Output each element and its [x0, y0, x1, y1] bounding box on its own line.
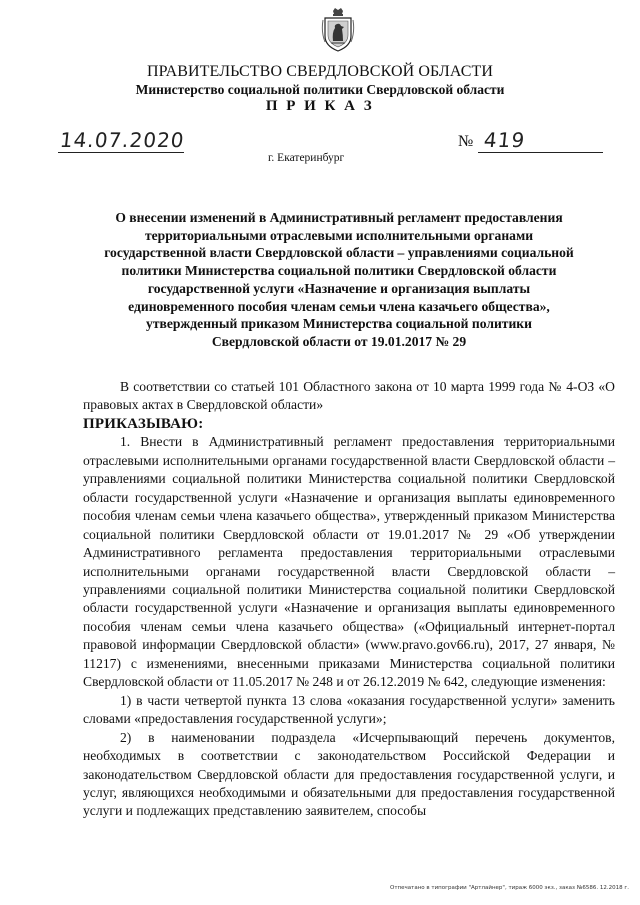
paragraph-item-1: 1. Внести в Административный регламент предоставления территориальными отраслевыми исполнительными органами государственной власти Свердловской области – управлениями социальной политики Министерства социальной политики Свердловской области государственной услуги «Назначение и организация выплаты единовременного пособия членам семьи члена казачьего общества», утвержденный приказом Министерства социальной политики Свердловской области от 19.01.2017 № 29 «Об утверждении Административного регламента предоставления территориальными отраслевыми исполнительными органами государственной власти Свердловской области – управлениями социальной политики Министерства социальной политики Свердловской области государственной услуги «Назначение и организация выплаты единовременного пособия членам семьи члена казачьего общества» («Официальный интернет-портал правовой информации Свердловской области» (www.pravo.gov66.ru), 2017, 27 января, № 11217) с изменениями, внесенными приказами Министерства социальной политики Свердловской области от 11.05.2017 № 248 и от 26.12.2019 № 642, следующие изменения:: [83, 434, 615, 690]
number-underline: [478, 152, 603, 153]
number-label: №: [458, 133, 474, 150]
government-name: ПРАВИТЕЛЬСТВО СВЕРДЛОВСКОЙ ОБЛАСТИ: [146, 63, 494, 80]
title-line: Свердловской области от 19.01.2017 № 29: [211, 333, 467, 349]
title-line: единовременного пособия членам семьи члена казачьего общества»,: [128, 298, 550, 314]
document-body: [83, 378, 615, 821]
intro-paragraph: В соответствии со статьей 101 Областного закона от 10 марта 1999 года № 4-ОЗ «О правовых актах в Свердловской области»: [83, 379, 615, 413]
title-line: утвержденный приказом Министерства социальной политики: [146, 316, 532, 332]
city: г. Екатеринбург: [268, 152, 345, 164]
paragraph-subitem-2: 2) в наименовании подраздела «Исчерпывающий перечень документов, необходимых в соответствии с законодательством Российской Федерации и законодательством Свердловской области для предоставления государственной услуги, и услуг, являющихся необходимыми и обязательными для предоставления государственной услуги и подлежащих представлению заявителем, способы: [83, 729, 615, 819]
title-line: территориальными отраслевыми исполнительными органами: [144, 227, 534, 243]
title-line: государственной услуги «Назначение и организация выплаты: [147, 280, 531, 296]
print-footer: Отпечатано в типографии "Артлайнер", тираж 6000 экз., заказ №6586. 12.2018 г.: [390, 885, 630, 891]
title-line: О внесении изменений в Административный регламент предоставления: [115, 210, 563, 225]
date-underline: [58, 152, 184, 153]
order-number: 419: [482, 128, 527, 152]
document-title: [80, 209, 598, 351]
title-line: политики Министерства социальной политики Свердловской области: [121, 263, 557, 279]
paragraph-subitem-1: 1) в части четвертой пункта 13 слова «оказания государственной услуги» заменить словами «предоставления государственной услуги»;: [83, 692, 615, 727]
order-command: ПРИКАЗЫВАЮ:: [83, 415, 204, 432]
ministry-name: Министерство социальной политики Свердловской области: [135, 82, 505, 97]
title-line: государственной власти Свердловской области – управлениями социальной: [104, 245, 574, 261]
document-type: П Р И К А З: [265, 98, 375, 114]
order-date: 14.07.2020: [58, 128, 186, 152]
coat-of-arms-emblem: [321, 8, 355, 52]
